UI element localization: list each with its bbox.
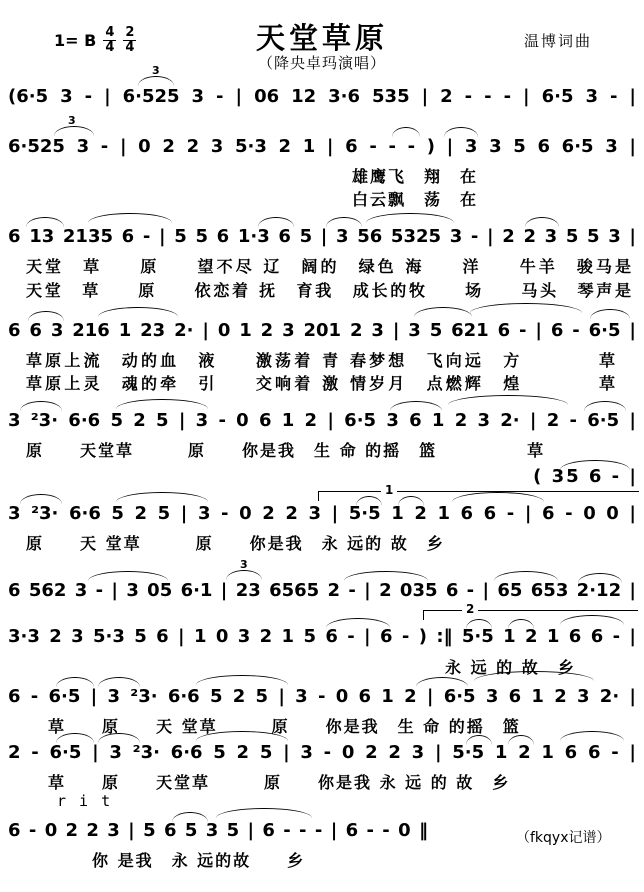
slur-arc bbox=[138, 76, 174, 86]
slur-arc bbox=[466, 619, 492, 629]
slur-arc bbox=[88, 571, 168, 581]
slur-arc bbox=[28, 311, 64, 321]
lyrics-row: 草 原 天 堂草 原 你是我 生 命 的摇 篮 bbox=[48, 717, 521, 736]
slur-arc bbox=[590, 309, 630, 319]
lyrics-row: 草原上流 动的血 液 激荡着 青 春梦想 飞向远 方 草 bbox=[26, 351, 616, 370]
slur-arc bbox=[98, 677, 140, 687]
volta-number: 1 bbox=[381, 483, 397, 497]
key-label: 1= B bbox=[54, 30, 97, 50]
slur-arc bbox=[470, 303, 582, 313]
notation-line-10: 2 - 6·5 | 3 ²3· 6·6 5 2 5 | 3 - 0 2 2 3 | 5·5 1 2 1 6 6 - | bbox=[8, 742, 636, 763]
slur-arc bbox=[414, 307, 472, 317]
performer-subtitle: （降央卓玛演唱） bbox=[257, 54, 386, 72]
triplet-number: 3 bbox=[240, 558, 248, 571]
slur-arc bbox=[54, 126, 94, 136]
lyrics-row: 草 原 天堂草 原 你是我 永 远 的 故 乡 bbox=[48, 773, 511, 792]
slur-arc bbox=[444, 127, 478, 137]
slur-arc bbox=[525, 217, 559, 227]
transcriber-note: （fkqyx记谱） bbox=[516, 830, 611, 846]
slur-arc bbox=[226, 570, 262, 580]
lyrics-row: 白云飘 荡 在 bbox=[352, 190, 479, 209]
slur-arc bbox=[196, 675, 288, 685]
triplet-number: 3 bbox=[68, 114, 76, 127]
slur-arc bbox=[584, 401, 626, 411]
slur-arc bbox=[390, 401, 442, 411]
slur-arc bbox=[56, 677, 94, 687]
slur-arc bbox=[26, 217, 64, 227]
slur-arc bbox=[216, 808, 312, 818]
notation-line-6: 3 ²3· 6·6 5 2 5 | 3 - 0 2 2 3 | 5·5 1 2 1 6 6 - | 6 - 0 0 | bbox=[8, 503, 636, 524]
volta-number: 2 bbox=[462, 602, 478, 616]
lyrics-row: 天堂 草 原 依恋着 抚 育我 成长的牧 场 马头 琴声是 bbox=[26, 281, 632, 300]
interlude-pickup: ( 35 6 - | bbox=[533, 466, 638, 487]
slur-arc bbox=[508, 619, 534, 629]
slur-arc bbox=[116, 399, 208, 409]
triplet-number: 3 bbox=[152, 64, 160, 77]
slur-arc bbox=[116, 492, 208, 502]
slur-arc bbox=[494, 571, 558, 581]
lyrics-row: 原 天堂草 原 你是我 生 命 的摇 篮 草 bbox=[26, 441, 546, 460]
notation-line-1: (6·5 3 - | 6·525 3 - | 06 12 3·6 535 | 2 - - - | 6·5 3 - | bbox=[8, 86, 636, 107]
time-signature-2: $\frac{2}{4}$ bbox=[125, 25, 135, 55]
notation-line-3: 6 13 2135 6 - | 5 5 6 1·3 6 5 | 3 56 5325 3 - | 2 2 3 5 5 3 | bbox=[8, 226, 636, 247]
slur-arc bbox=[326, 217, 362, 227]
lyrics-row: 你 是我 永 远的故 乡 bbox=[92, 851, 306, 870]
ritardando-mark: r i t bbox=[57, 792, 113, 810]
slur-arc bbox=[366, 213, 454, 223]
time-signature-1: $\frac{4}{4}$ bbox=[105, 25, 115, 55]
slur-arc bbox=[508, 735, 534, 745]
slur-arc bbox=[258, 217, 294, 227]
slur-arc bbox=[20, 401, 62, 411]
notation-line-7: 6 562 3 - | 3 05 6·1 | 23 6565 2 - | 2 035 6 - | 65 653 2·12 | bbox=[8, 580, 636, 601]
slur-arc bbox=[448, 395, 568, 405]
slur-arc bbox=[326, 618, 390, 628]
slur-arc bbox=[172, 812, 208, 822]
slur-arc bbox=[98, 307, 178, 317]
notation-line-9: 6 - 6·5 | 3 ²3· 6·6 5 2 5 | 3 - 0 6 1 2 | 6·5 3 6 1 2 3 2· | bbox=[8, 686, 636, 707]
lyrics-row: 原 天 堂草 原 你是我 永 远的 故 乡 bbox=[26, 534, 445, 553]
lyrics-row: 永 远 的 故 乡 bbox=[445, 658, 576, 677]
slur-arc bbox=[20, 494, 62, 504]
slur-arc bbox=[416, 677, 468, 687]
tie-arc bbox=[560, 460, 630, 470]
song-title: 天堂草原 bbox=[255, 21, 388, 55]
lyrics-row: 天堂 草 原 望不尽 辽 阔的 绿色 海 洋 牛羊 骏马是 bbox=[26, 257, 632, 276]
notation-line-4: 6 6 3 216 1 23 2· | 0 1 2 3 201 2 3 | 3 5 621 6 - | 6 - 6·5 | bbox=[8, 320, 636, 341]
lyrics-row: 雄鹰飞 翔 在 bbox=[352, 167, 479, 186]
notation-line-2: 6·525 3 - | 0 2 2 3 5·3 2 1 | 6 - - - ) | 3 3 5 6 6·5 3 | bbox=[8, 136, 636, 157]
slur-arc bbox=[392, 127, 420, 137]
lyrics-row: 草原上灵 魂的牵 引 交响着 激 情岁月 点燃辉 煌 草 bbox=[26, 374, 616, 393]
slur-arc bbox=[560, 731, 624, 741]
composer-credit: 温博词曲 bbox=[523, 32, 592, 50]
slur-arc bbox=[344, 571, 428, 581]
slur-arc bbox=[88, 213, 172, 223]
notation-line-5: 3 ²3· 6·6 5 2 5 | 3 - 0 6 1 2 | 6·5 3 6 1 2 3 2· | 2 - 6·5 | bbox=[8, 410, 636, 431]
notation-line-11: 6 - 0 2 2 3 | 5 6 5 3 5 | 6 - - - | 6 - - 0 ‖ bbox=[8, 820, 428, 841]
slur-arc bbox=[578, 573, 622, 583]
notation-line-8: 3·3 2 3 5·3 5 6 | 1 0 3 2 1 5 6 - | 6 - ) :‖ 5·5 1 2 1 6 6 - | bbox=[8, 626, 636, 647]
